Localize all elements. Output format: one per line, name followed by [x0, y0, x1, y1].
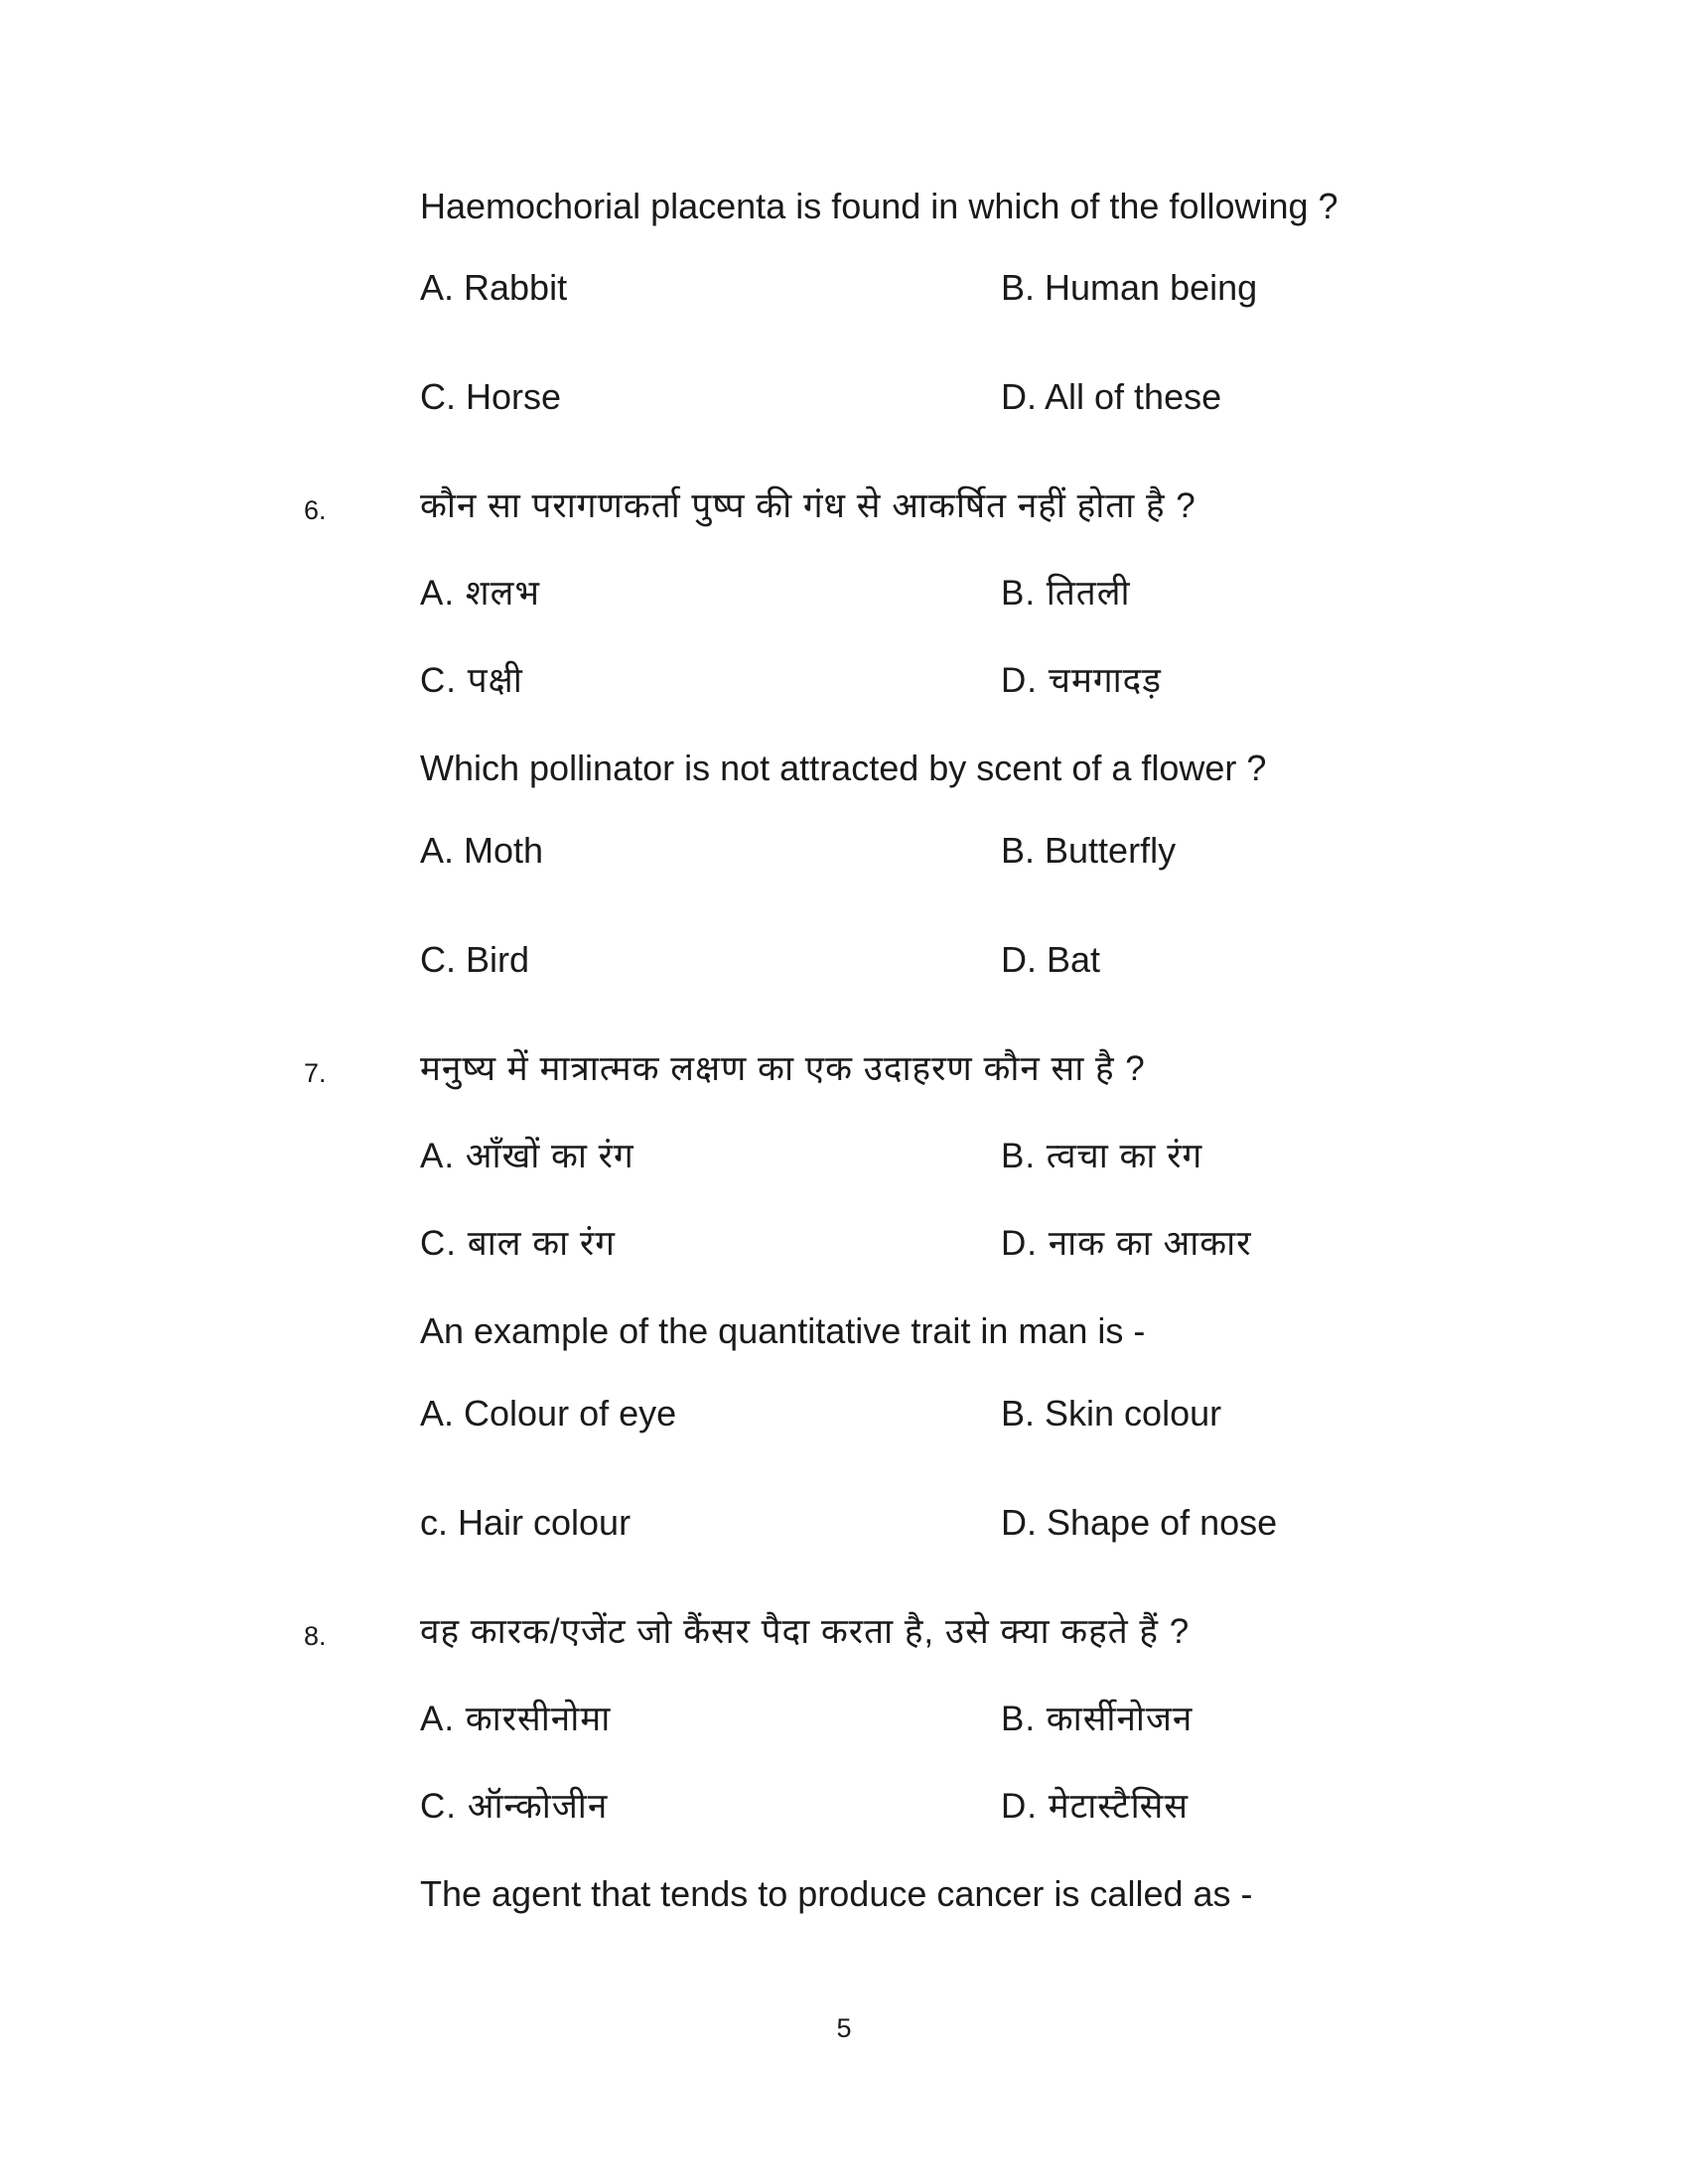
question-7-hi-text: मनुष्य में मात्रात्मक लक्षण का एक उदाहरण कौन सा है ? [420, 1049, 1146, 1088]
option-6-hi-a: A. शलभ [420, 574, 540, 613]
option-6-hi-b: B. तितली [1001, 574, 1131, 613]
option-7-hi-d: D. नाक का आकार [1001, 1224, 1252, 1263]
option-6-en-a: A. Moth [420, 830, 544, 871]
question-6-en-text: Which pollinator is not attracted by scent of a flower ? [420, 748, 1267, 788]
question-6-number: 6. [304, 495, 327, 525]
option-6-en-c: C. Bird [420, 939, 530, 980]
page-number: 5 [836, 2013, 852, 2043]
option-5-en-b: B. Human being [1001, 267, 1258, 308]
option-5-en-d: D. All of these [1001, 376, 1222, 417]
option-8-hi-d: D. मेटास्टैसिस [1001, 1787, 1189, 1826]
option-7-hi-a: A. आँखों का रंग [420, 1137, 634, 1175]
option-8-hi-c: C. ऑन्कोजीन [420, 1787, 609, 1826]
question-8-en-text: The agent that tends to produce cancer is called as - [420, 1873, 1253, 1914]
option-6-hi-c: C. पक्षी [420, 661, 523, 700]
option-6-en-d: D. Bat [1001, 939, 1101, 980]
option-8-hi-b: B. कार्सीनोजन [1001, 1700, 1194, 1738]
option-7-en-c: c. Hair colour [420, 1502, 632, 1543]
question-7-number: 7. [304, 1058, 327, 1088]
option-5-en-a: A. Rabbit [420, 267, 568, 308]
question-5-en-text: Haemochorial placenta is found in which of the following ? [420, 186, 1338, 226]
option-8-hi-a: A. कारसीनोमा [420, 1700, 612, 1738]
option-7-en-b: B. Skin colour [1001, 1393, 1222, 1433]
option-6-hi-d: D. चमगादड़ [1001, 661, 1162, 700]
question-6-hi-text: कौन सा परागणकर्ता पुष्प की गंध से आकर्षित नहीं होता है ? [420, 486, 1196, 525]
option-7-en-a: A. Colour of eye [420, 1393, 677, 1433]
question-7-en-text: An example of the quantitative trait in man is - [420, 1310, 1146, 1351]
option-7-en-d: D. Shape of nose [1001, 1502, 1278, 1543]
option-7-hi-c: C. बाल का रंग [420, 1224, 616, 1263]
option-5-en-c: C. Horse [420, 376, 562, 417]
question-8-hi-text: वह कारक/एजेंट जो कैंसर पैदा करता है, उसे क्या कहते हैं ? [420, 1612, 1191, 1651]
question-8-number: 8. [304, 1621, 327, 1651]
option-6-en-b: B. Butterfly [1001, 830, 1177, 871]
option-7-hi-b: B. त्वचा का रंग [1001, 1137, 1203, 1175]
